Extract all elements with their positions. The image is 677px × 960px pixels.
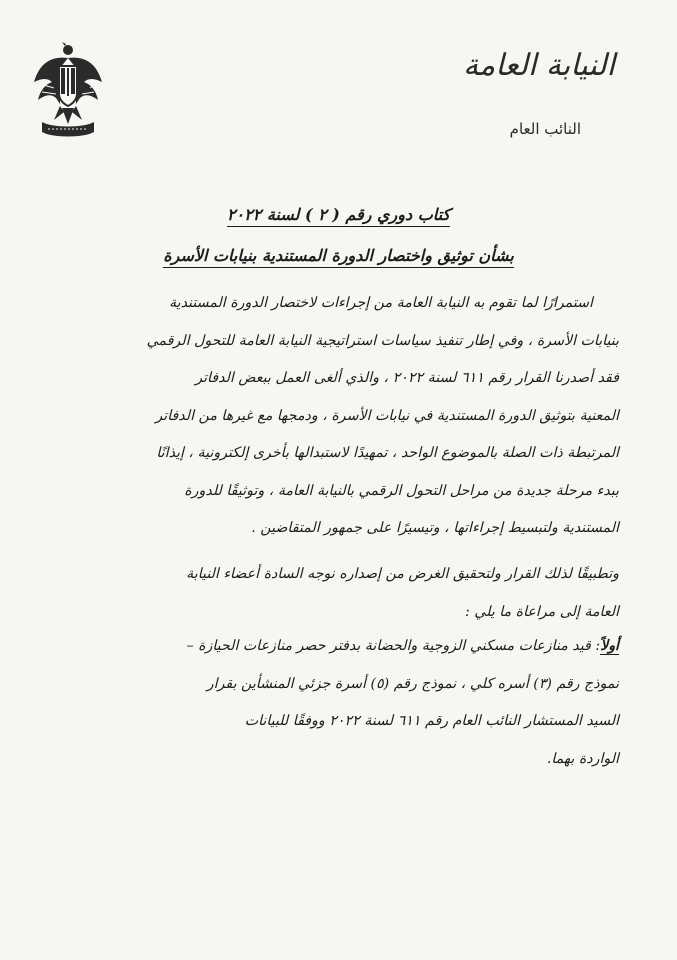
item-first-line (58, 628, 619, 666)
paragraph-line: السيد المستشار النائب العام رقم ٦١١ لسنة ٢٠٢٢ ووفقًا للبيانات (244, 713, 619, 729)
item-first-text: : قيد منازعات مسكني الزوجية والحضانة بدفتر حصر منازعات الحيازة – (186, 638, 601, 654)
paragraph-line: الواردة بهما. (546, 750, 619, 767)
egypt-eagle-emblem-icon (32, 38, 104, 138)
paragraph-directive (58, 556, 619, 631)
paragraph-line: العامة إلى مراعاة ما يلي : (464, 603, 619, 620)
item-first-label: أولاً (600, 638, 619, 654)
paragraph-line: وتطبيقًا لذلك القرار ولتحقيق الغرض من إصداره نوجه السادة أعضاء النيابة (186, 566, 619, 582)
document-subject (0, 246, 677, 265)
item-first (58, 628, 619, 778)
paragraph-line: استمرارًا لما تقوم به النيابة العامة من إجراءات لاختصار الدورة المستندية (169, 295, 593, 311)
paragraph-line: بنيابات الأسرة ، وفي إطار تنفيذ سياسات استراتيجية النيابة العامة للتحول الرقمي (146, 332, 619, 349)
paragraph-line: المرتبطة ذات الصلة بالموضوع الواحد ، تمهيدًا لاستبدالها بأخرى إلكترونية ، إيذانًا (156, 445, 619, 461)
document-subject-text: بشأن توثيق واختصار الدورة المستندية بنيابات الأسرة (163, 246, 514, 268)
paragraph-line: ببدء مرحلة جديدة من مراحل التحول الرقمي بالنيابة العامة ، وتوثيقًا للدورة (184, 482, 619, 499)
document-title (0, 205, 677, 224)
institution-name: النيابة العامة (463, 48, 615, 83)
paragraph-line: المستندية ولتبسيط إجراءاتها ، وتيسيرًا على جمهور المتقاضين . (251, 520, 619, 536)
paragraph-intro (58, 285, 619, 548)
paragraph-line: نموذج رقم (٣) أسره كلي ، نموذج رقم (٥) أسرة جزئي المنشأين بقرار (206, 675, 619, 692)
paragraph-line: المعنية بتوثيق الدورة المستندية في نيابات الأسرة ، ودمجها مع غيرها من الدفاتر (155, 407, 619, 424)
office-title: النائب العام (509, 120, 581, 138)
paragraph-line: فقد أصدرنا القرار رقم ٦١١ لسنة ٢٠٢٢ ، والذي ألغى العمل ببعض الدفاتر (195, 370, 619, 386)
document-title-text: كتاب دوري رقم ( ٢ ) لسنة ٢٠٢٢ (227, 205, 450, 227)
